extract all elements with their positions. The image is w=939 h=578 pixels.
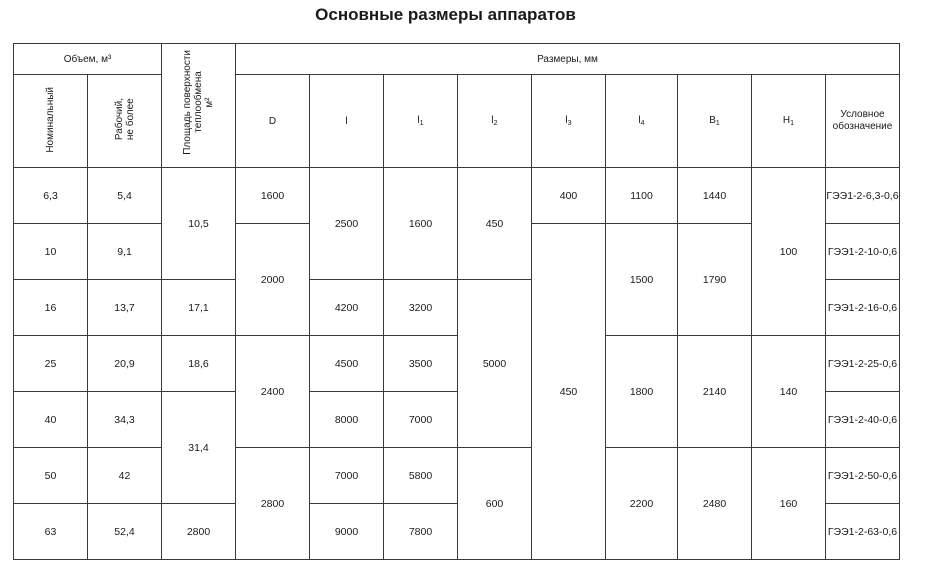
cell-designation: ГЭЭ1-2-63-0,6 bbox=[826, 504, 900, 560]
cell-l1: 3500 bbox=[384, 336, 458, 392]
cell-designation: ГЭЭ1-2-10-0,6 bbox=[826, 224, 900, 280]
cell-D: 2400 bbox=[236, 336, 310, 448]
cell-l1: 7800 bbox=[384, 504, 458, 560]
cell-l: 4200 bbox=[310, 280, 384, 336]
working-header bbox=[88, 75, 162, 168]
cell-B1: 1790 bbox=[678, 224, 752, 336]
volume-group-header: Объем, м³ bbox=[14, 44, 162, 75]
cell-D: 2800 bbox=[236, 448, 310, 560]
header-l2-base: l bbox=[491, 115, 494, 126]
header-l3-sub: 3 bbox=[567, 120, 572, 127]
header-l2-sub: 2 bbox=[493, 120, 498, 127]
cell-designation: ГЭЭ1-2-16-0,6 bbox=[826, 280, 900, 336]
designation-header: Условное обозначение bbox=[826, 75, 900, 168]
table-row bbox=[14, 448, 900, 504]
cell-area: 31,4 bbox=[162, 392, 236, 504]
cell-l1: 7000 bbox=[384, 392, 458, 448]
cell-l2: 600 bbox=[458, 448, 532, 560]
cell-D: 2000 bbox=[236, 224, 310, 336]
cell-l: 9000 bbox=[310, 504, 384, 560]
cell-l: 8000 bbox=[310, 392, 384, 448]
cell-working: 13,7 bbox=[88, 280, 162, 336]
cell-l4: 1100 bbox=[606, 168, 678, 224]
header-l1 bbox=[384, 75, 458, 168]
cell-area: 18,6 bbox=[162, 336, 236, 392]
nominal-header bbox=[14, 75, 88, 168]
cell-designation: ГЭЭ1-2-25-0,6 bbox=[826, 336, 900, 392]
header-row-1 bbox=[14, 44, 900, 75]
header-l: l bbox=[310, 75, 384, 168]
cell-l1: 5800 bbox=[384, 448, 458, 504]
cell-nominal: 25 bbox=[14, 336, 88, 392]
cell-nominal: 50 bbox=[14, 448, 88, 504]
cell-D: 1600 bbox=[236, 168, 310, 224]
header-l1-base: l bbox=[417, 115, 420, 126]
cell-nominal: 10 bbox=[14, 224, 88, 280]
cell-H1: 100 bbox=[752, 168, 826, 336]
cell-working: 20,9 bbox=[88, 336, 162, 392]
cell-l4: 1500 bbox=[606, 224, 678, 336]
header-B1-sub: 1 bbox=[715, 120, 720, 127]
cell-B1: 2480 bbox=[678, 448, 752, 560]
header-l3-base: l bbox=[565, 115, 568, 126]
header-l1-sub: 1 bbox=[419, 120, 424, 127]
cell-designation: ГЭЭ1-2-6,3-0,6 bbox=[826, 168, 900, 224]
cell-B1: 1440 bbox=[678, 168, 752, 224]
header-l4-base: l bbox=[638, 115, 641, 126]
cell-area: 2800 bbox=[162, 504, 236, 560]
cell-working: 42 bbox=[88, 448, 162, 504]
sizes-group-header: Размеры, мм bbox=[236, 44, 900, 75]
header-l2 bbox=[458, 75, 532, 168]
header-l3 bbox=[532, 75, 606, 168]
header-B1 bbox=[678, 75, 752, 168]
cell-l3: 450 bbox=[532, 224, 606, 560]
cell-working: 9,1 bbox=[88, 224, 162, 280]
header-H1 bbox=[752, 75, 826, 168]
cell-l4: 1800 bbox=[606, 336, 678, 448]
working-header-label: Рабочий, не более bbox=[113, 98, 136, 141]
cell-l: 4500 bbox=[310, 336, 384, 392]
cell-l2: 450 bbox=[458, 168, 532, 280]
cell-H1: 160 bbox=[752, 448, 826, 560]
cell-nominal: 16 bbox=[14, 280, 88, 336]
header-row-2 bbox=[14, 75, 900, 168]
cell-l: 7000 bbox=[310, 448, 384, 504]
cell-nominal: 40 bbox=[14, 392, 88, 448]
cell-area: 10,5 bbox=[162, 168, 236, 280]
area-header bbox=[162, 44, 236, 168]
header-H1-base: H bbox=[782, 115, 791, 126]
cell-l2: 5000 bbox=[458, 280, 532, 448]
cell-working: 34,3 bbox=[88, 392, 162, 448]
area-header-label: Площадь поверхности теплообмена м² bbox=[182, 50, 215, 155]
cell-nominal: 63 bbox=[14, 504, 88, 560]
cell-B1: 2140 bbox=[678, 336, 752, 448]
cell-designation: ГЭЭ1-2-40-0,6 bbox=[826, 392, 900, 448]
cell-l1: 3200 bbox=[384, 280, 458, 336]
table-row bbox=[14, 168, 900, 224]
cell-working: 5,4 bbox=[88, 168, 162, 224]
header-H1-sub: 1 bbox=[790, 120, 795, 127]
header-l4 bbox=[606, 75, 678, 168]
cell-l: 2500 bbox=[310, 168, 384, 280]
cell-designation: ГЭЭ1-2-50-0,6 bbox=[826, 448, 900, 504]
cell-nominal: 6,3 bbox=[14, 168, 88, 224]
cell-area: 17,1 bbox=[162, 280, 236, 336]
nominal-header-label: Номинальный bbox=[45, 86, 56, 153]
table-row bbox=[14, 336, 900, 392]
cell-working: 52,4 bbox=[88, 504, 162, 560]
cell-l3: 400 bbox=[532, 168, 606, 224]
dimensions-table bbox=[13, 43, 900, 560]
header-l4-sub: 4 bbox=[640, 120, 645, 127]
cell-l4: 2200 bbox=[606, 448, 678, 560]
header-D: D bbox=[236, 75, 310, 168]
cell-l1: 1600 bbox=[384, 168, 458, 280]
page-title: Основные размеры аппаратов bbox=[315, 5, 576, 24]
header-B1-base: B bbox=[709, 115, 716, 126]
cell-H1: 140 bbox=[752, 336, 826, 448]
